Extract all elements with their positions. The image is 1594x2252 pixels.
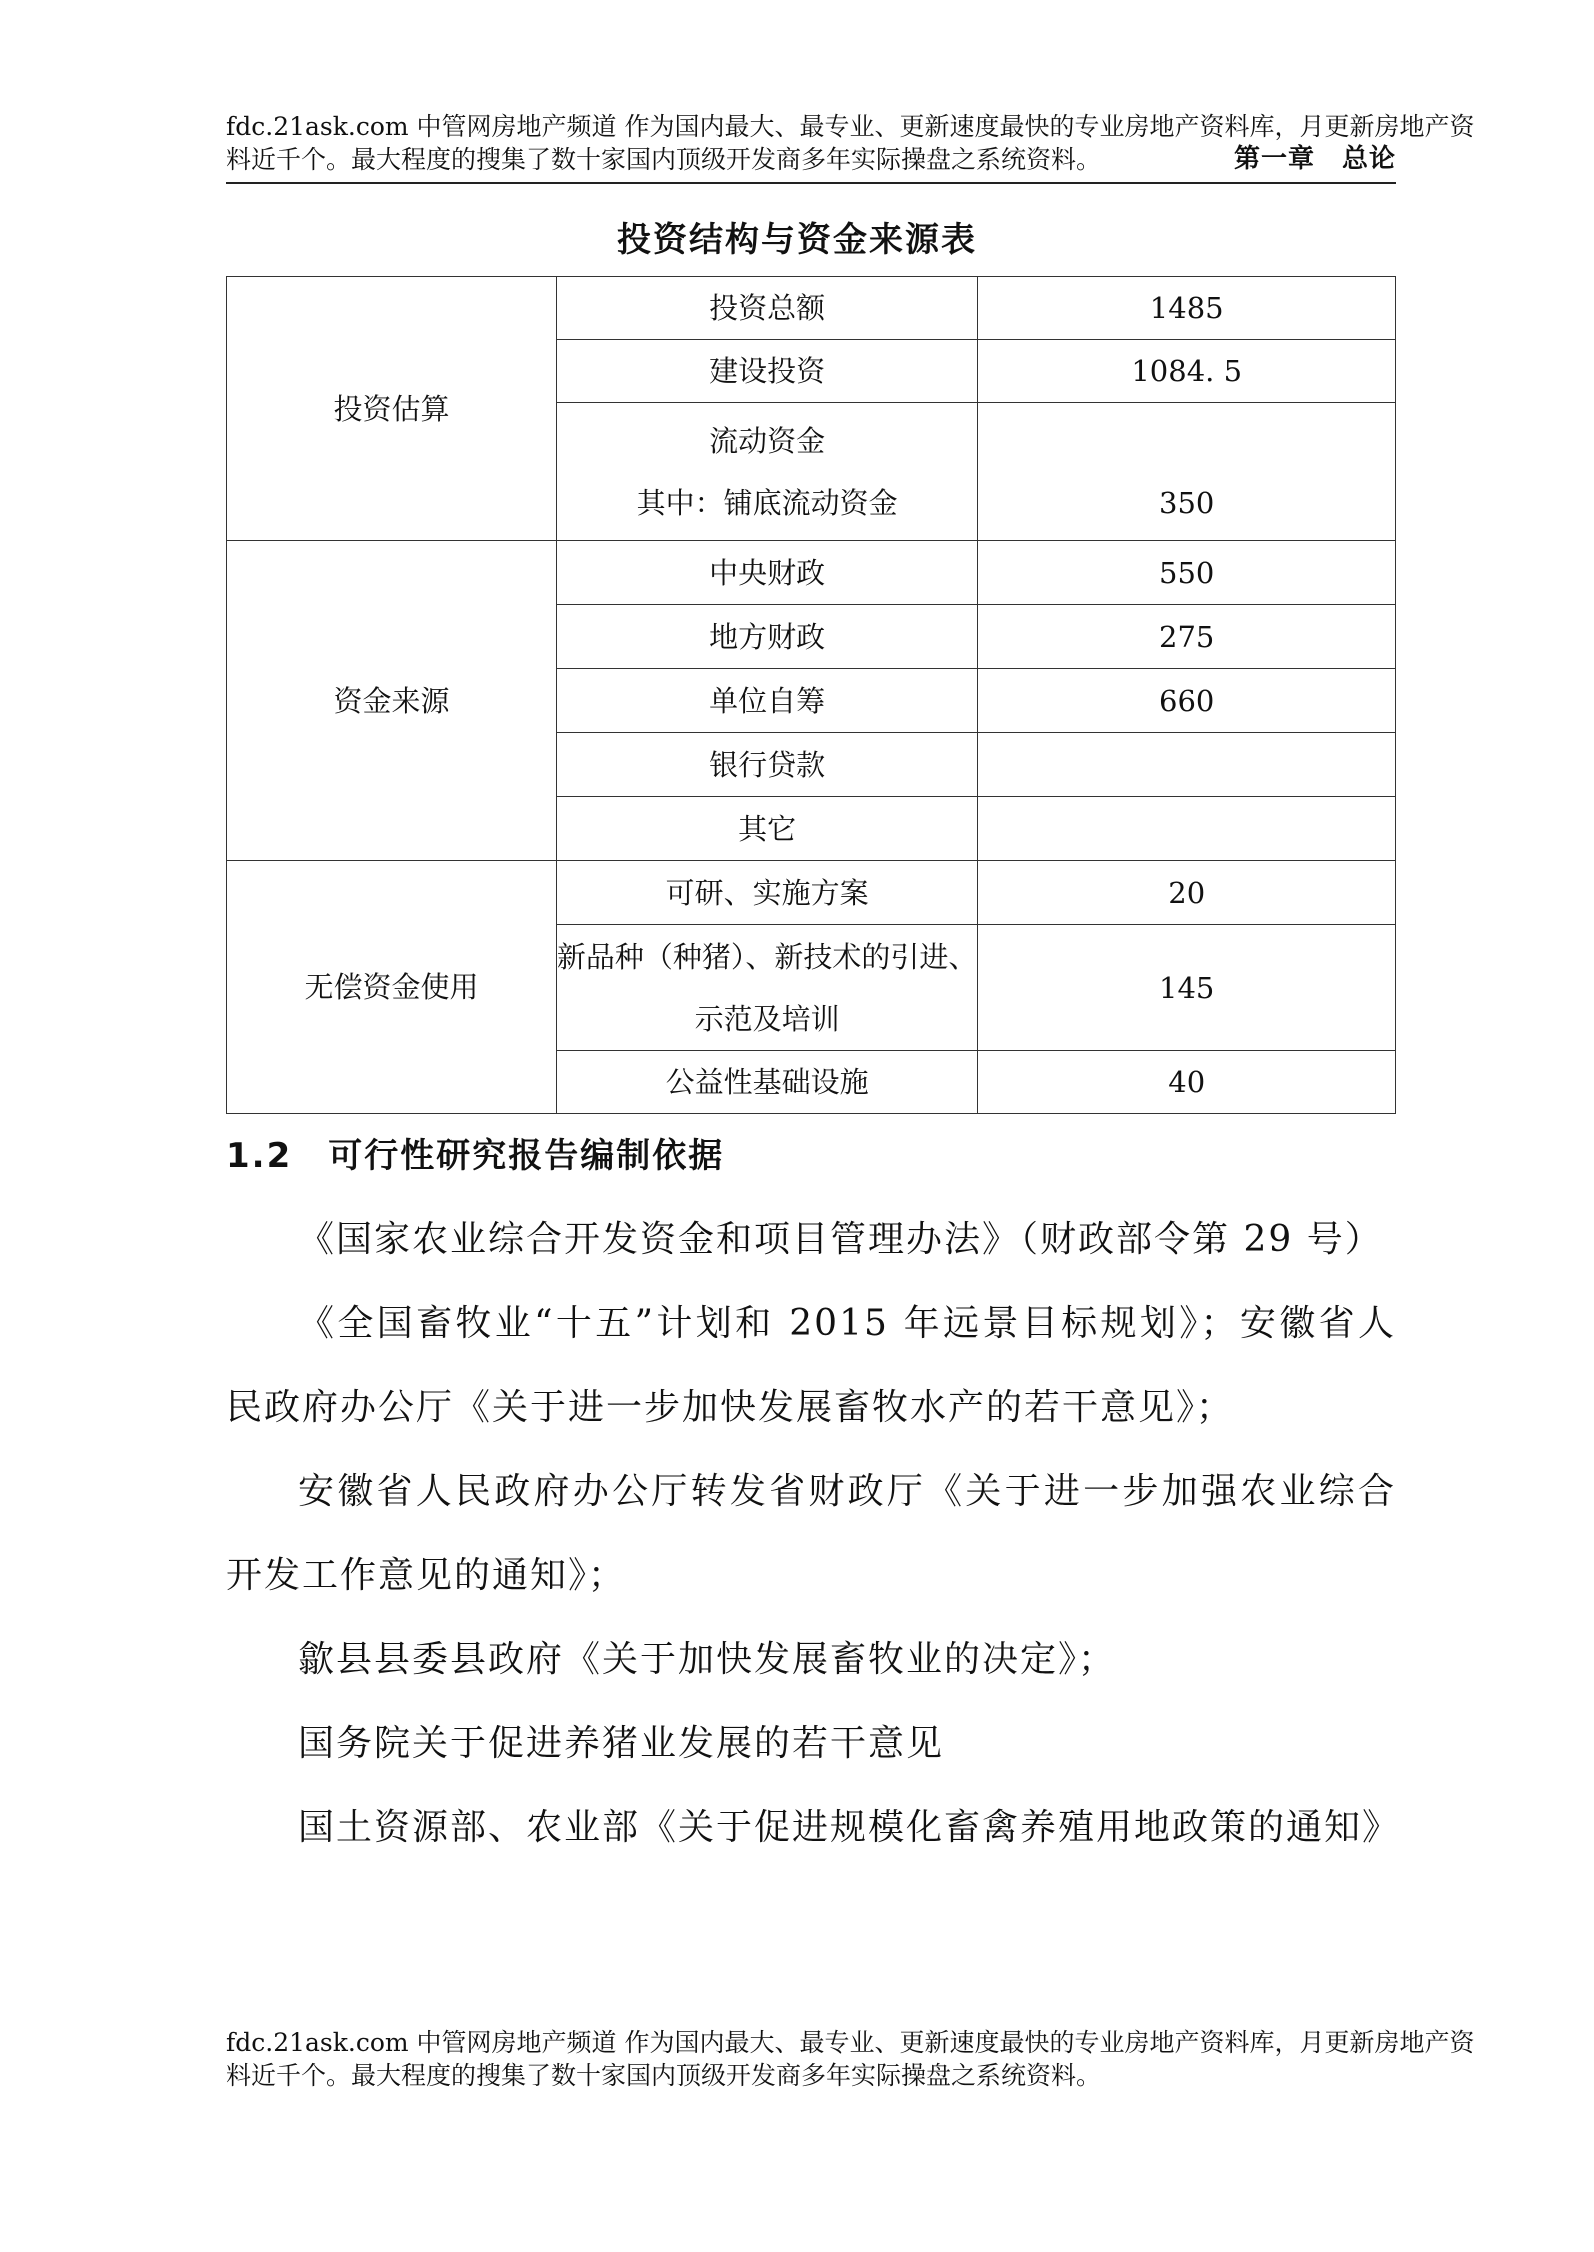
value-cell: 1084. 5 [978, 340, 1396, 403]
page-header [226, 110, 1475, 176]
table-row [227, 541, 1396, 605]
item-cell: 单位自筹 [556, 669, 978, 733]
item-cell: 建设投资 [556, 340, 978, 403]
paragraph: 《国家农业综合开发资金和项目管理办法》（财政部令第 29 号） [298, 1219, 1383, 1260]
item-cell [556, 403, 978, 541]
item-cell [556, 925, 978, 1051]
page-footer [226, 2026, 1475, 2092]
value-cell: 350 [978, 403, 1396, 541]
paragraph: 歙县县委县政府《关于加快发展畜牧业的决定》； [298, 1639, 1117, 1680]
paragraph: 国土资源部、农业部《关于促进规模化畜禽养殖用地政策的通知》 [298, 1807, 1401, 1848]
item-line: 示范及培训 [694, 1001, 840, 1036]
footer-line-1: fdc.21ask.com 中管网房地产频道 作为国内最大、最专业、更新速度最快的专业房地产资料库，月更新房地产资 [226, 2028, 1475, 2057]
header-line-2: 料近千个。最大程度的搜集了数十家国内顶级开发商多年实际操盘之系统资料。 [226, 145, 1102, 174]
table-title: 投资结构与资金来源表 [617, 220, 977, 260]
item-cell: 公益性基础设施 [556, 1051, 978, 1114]
group-cell: 资金来源 [227, 541, 557, 861]
item-cell: 投资总额 [556, 277, 978, 340]
group-cell: 无偿资金使用 [227, 861, 557, 1114]
item-line: 其中：铺底流动资金 [636, 485, 898, 520]
investment-table [226, 276, 1396, 1114]
table-row [227, 277, 1396, 340]
paragraph: 安徽省人民政府办公厅转发省财政厅《关于进一步加强农业综合开发工作意见的通知》； [226, 1471, 1396, 1596]
chapter-label: 第一章 总论 [1233, 144, 1396, 174]
section-body [226, 1198, 1401, 1870]
value-cell [978, 797, 1396, 861]
item-line: 新品种（种猪）、新技术的引进、 [556, 939, 978, 974]
header-divider [226, 182, 1396, 184]
item-cell: 中央财政 [556, 541, 978, 605]
item-cell: 可研、实施方案 [556, 861, 978, 925]
table-row [227, 861, 1396, 925]
paragraph: 国务院关于促进养猪业发展的若干意见 [298, 1723, 945, 1764]
value-cell: 20 [978, 861, 1396, 925]
value-cell: 40 [978, 1051, 1396, 1114]
item-cell: 其它 [556, 797, 978, 861]
paragraph: 《全国畜牧业“十五”计划和 2015 年远景目标规划》；安徽省人民政府办公厅《关于进一步加快发展畜牧水产的若干意见》； [226, 1303, 1396, 1428]
item-cell: 银行贷款 [556, 733, 978, 797]
section-title: 1.2 可行性研究报告编制依据 [226, 1136, 725, 1176]
footer-line-2: 料近千个。最大程度的搜集了数十家国内顶级开发商多年实际操盘之系统资料。 [226, 2061, 1102, 2090]
value-cell: 550 [978, 541, 1396, 605]
value-cell: 1485 [978, 277, 1396, 340]
item-cell: 地方财政 [556, 605, 978, 669]
value-cell [978, 733, 1396, 797]
value-cell: 275 [978, 605, 1396, 669]
value-cell: 660 [978, 669, 1396, 733]
group-cell: 投资估算 [227, 277, 557, 541]
header-line-1: fdc.21ask.com 中管网房地产频道 作为国内最大、最专业、更新速度最快的专业房地产资料库，月更新房地产资 [226, 112, 1475, 141]
item-line: 流动资金 [709, 423, 826, 458]
value-cell: 145 [978, 925, 1396, 1051]
